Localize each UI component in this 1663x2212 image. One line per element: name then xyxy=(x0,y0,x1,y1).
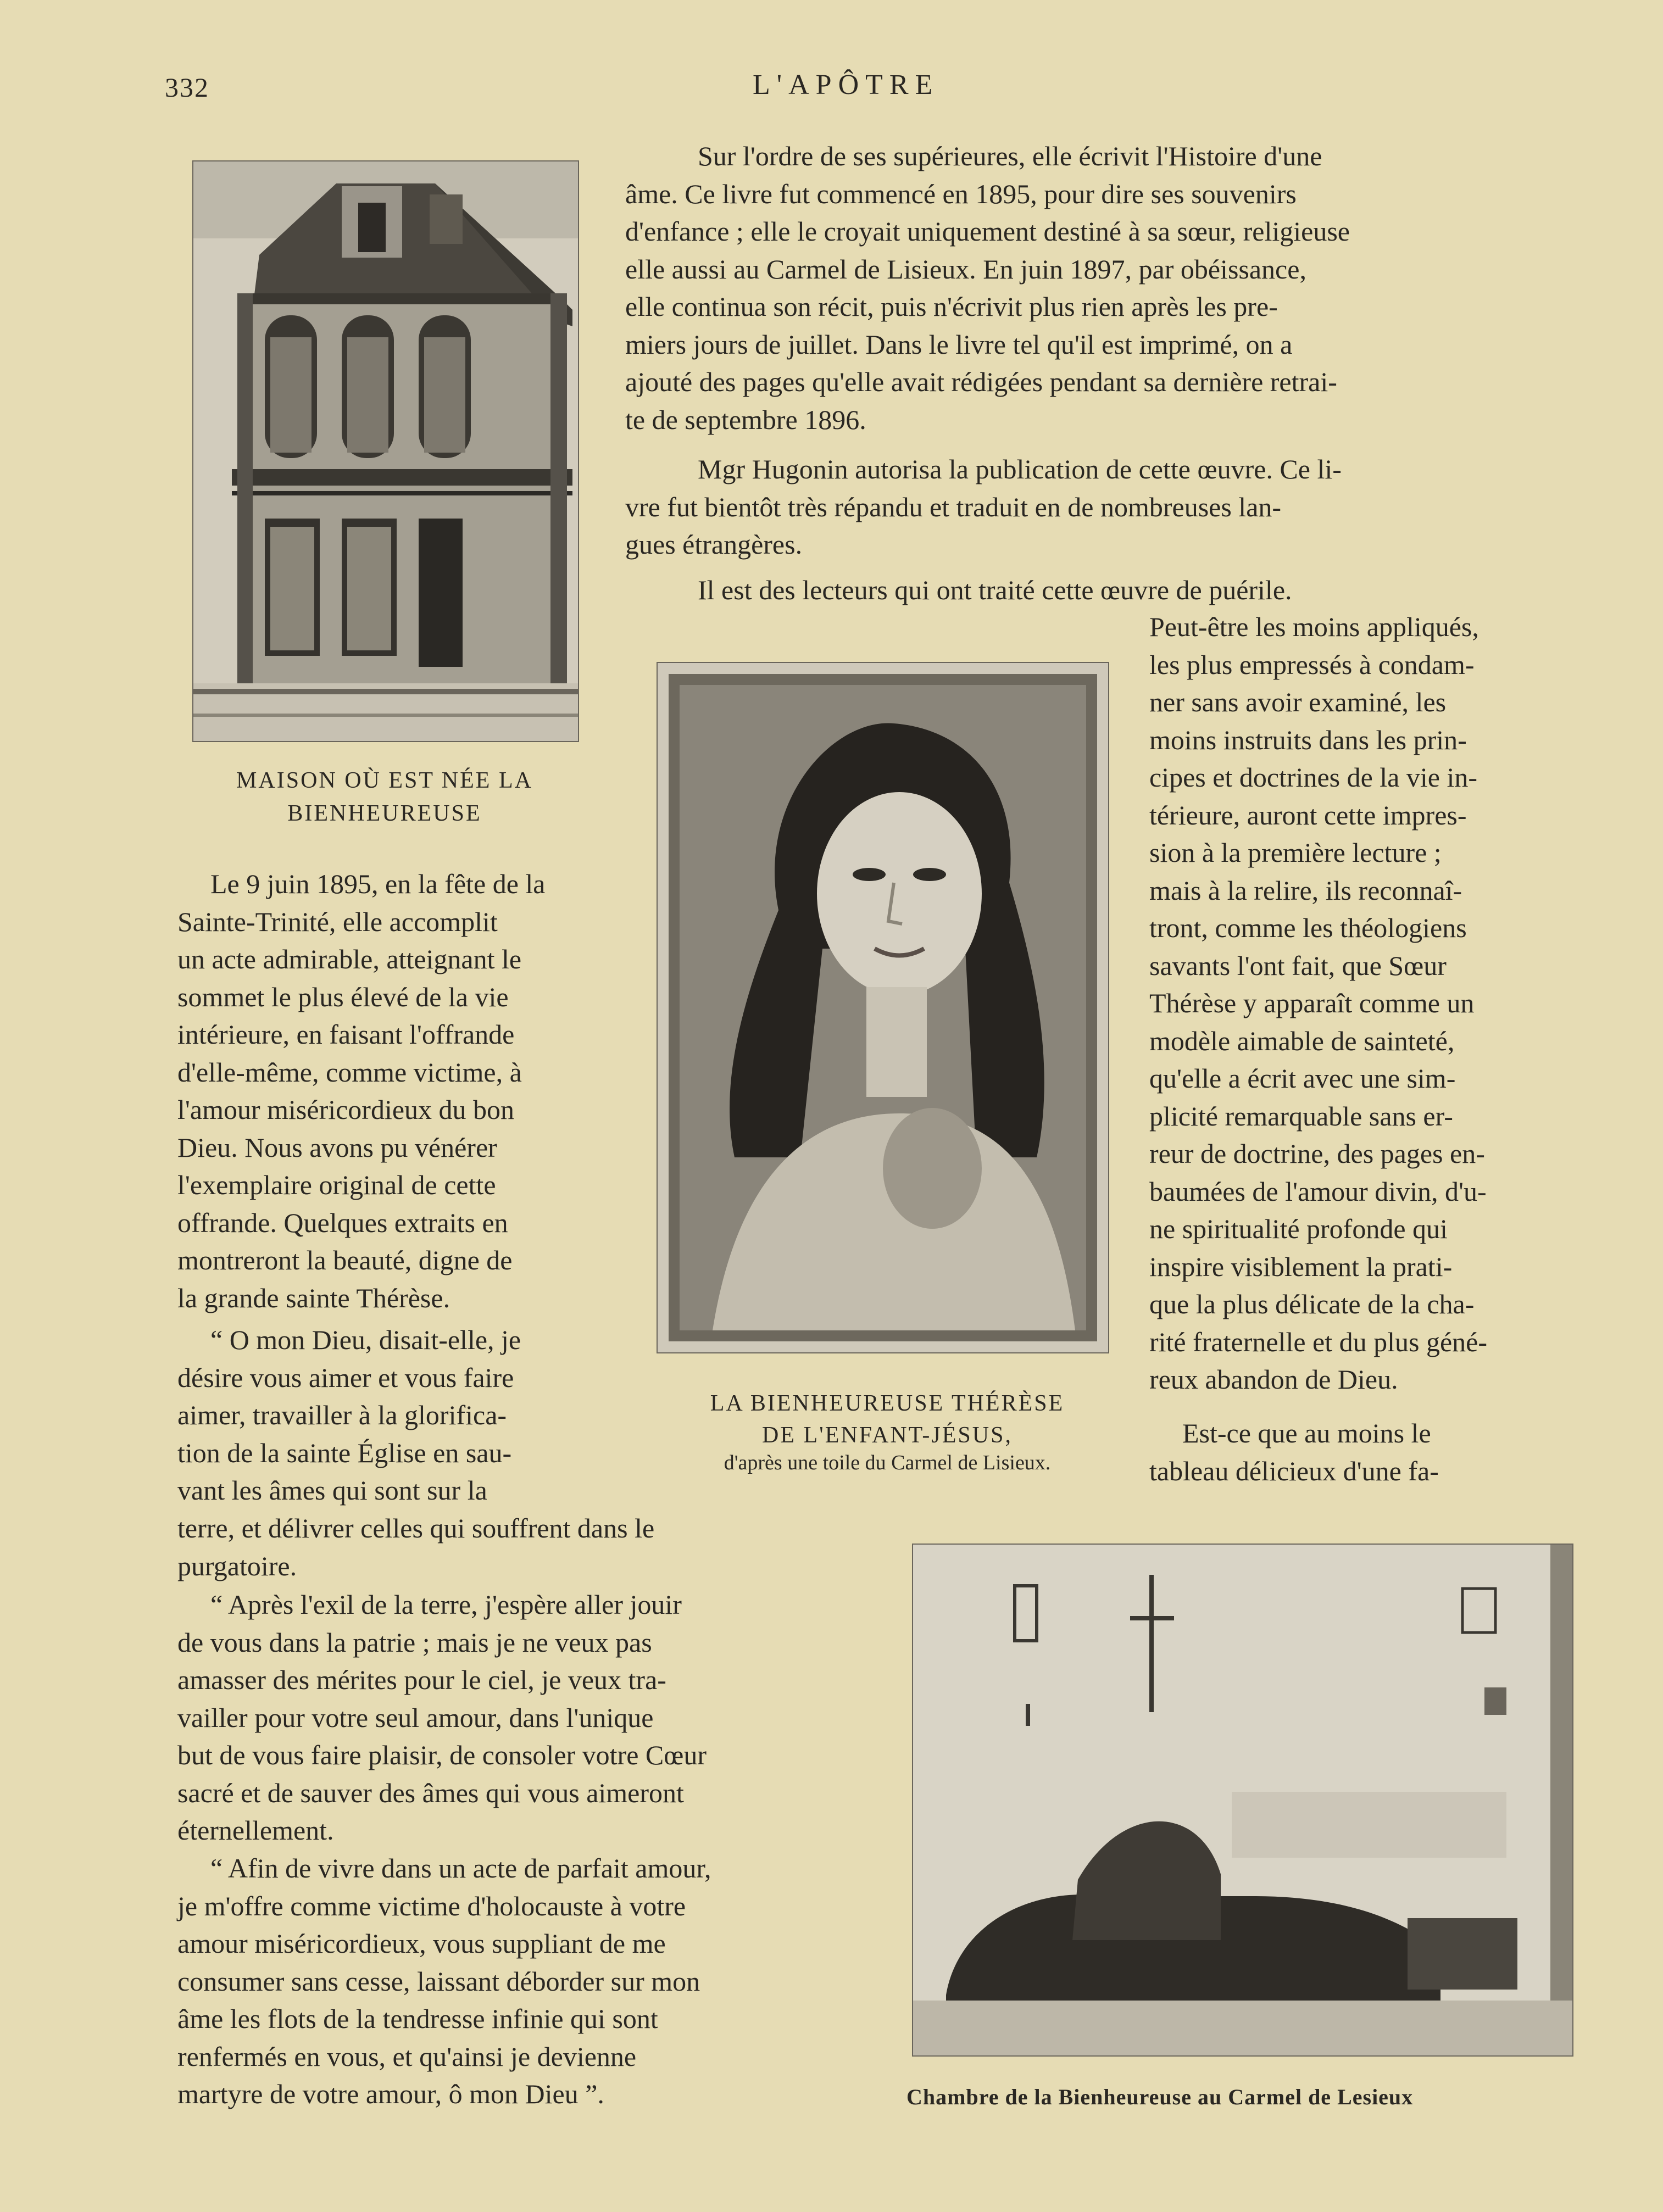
text-line: savants l'ont fait, que Sœur xyxy=(1149,950,1447,981)
text-line: vre fut bientôt très répandu et traduit en de nombreuses lan- xyxy=(625,491,1282,522)
text-line: baumées de l'amour divin, d'u- xyxy=(1149,1175,1487,1207)
quote2 xyxy=(177,1586,867,1849)
text-line: âme les flots de la tendresse infinie qui sont xyxy=(177,2003,658,2034)
portrait-photo xyxy=(657,662,1109,1353)
portrait-caption-line1: LA BIENHEUREUSE THÉRÈSE xyxy=(710,1391,1065,1416)
house-caption-line2: BIENHEUREUSE xyxy=(287,801,482,826)
page-number: 332 xyxy=(165,72,209,103)
quote1-narrow xyxy=(177,1321,633,1509)
text-line: térieure, auront cette impres- xyxy=(1149,799,1467,831)
text-line: Dieu. Nous avons pu vénérer xyxy=(177,1132,497,1163)
text-line: sacré et de sauver des âmes qui vous aimeront xyxy=(177,1777,684,1808)
text-line: Sainte-Trinité, elle accomplit xyxy=(177,906,498,937)
text-line: ne spiritualité profonde qui xyxy=(1149,1213,1448,1244)
text-line: d'enfance ; elle le croyait uniquement destiné à sa sœur, religieuse xyxy=(625,216,1350,247)
text-line: reur de doctrine, des pages en- xyxy=(1149,1138,1485,1169)
text-line: “ Afin de vivre dans un acte de parfait amour, xyxy=(210,1853,711,1884)
text-line: Peut-être les moins appliqués, xyxy=(1149,611,1479,642)
text-line: Thérèse y apparaît comme un xyxy=(1149,988,1475,1018)
text-line: éternellement. xyxy=(177,1815,334,1846)
room-caption: Chambre de la Bienheureuse au Carmel de Lesieux xyxy=(906,2085,1414,2109)
text-line: purgatoire. xyxy=(177,1550,297,1581)
text-line: reux abandon de Dieu. xyxy=(1149,1364,1398,1395)
text-line: vailler pour votre seul amour, dans l'unique xyxy=(177,1702,654,1733)
text-line: tront, comme les théologiens xyxy=(1149,912,1467,943)
text-line: amour miséricordieux, vous suppliant de me xyxy=(177,1928,666,1959)
text-line: sommet le plus élevé de la vie xyxy=(177,981,509,1012)
left-column-paragraph xyxy=(177,865,633,1317)
text-line: désire vous aimer et vous faire xyxy=(177,1362,514,1393)
journal-title: L'APÔTRE xyxy=(753,69,939,101)
text-line: offrande. Quelques extraits en xyxy=(177,1207,508,1238)
house-photo xyxy=(192,160,579,742)
text-line: moins instruits dans les prin- xyxy=(1149,724,1467,755)
text-line: inspire visiblement la prati- xyxy=(1149,1251,1453,1282)
text-line: modèle aimable de sainteté, xyxy=(1149,1025,1455,1056)
text-line: sion à la première lecture ; xyxy=(1149,837,1442,868)
text-line: l'amour miséricordieux du bon xyxy=(177,1094,515,1125)
text-line: Il est des lecteurs qui ont traité cette œuvre de puérile. xyxy=(698,575,1292,605)
house-caption-line1: MAISON OÙ EST NÉE LA xyxy=(236,768,533,793)
intro-paragraph xyxy=(625,137,1576,438)
text-line: l'exemplaire original de cette xyxy=(177,1169,496,1200)
text-line: que la plus délicate de la cha- xyxy=(1149,1289,1475,1319)
text-line: Le 9 juin 1895, en la fête de la xyxy=(210,868,546,899)
text-line: de vous dans la patrie ; mais je ne veux pas xyxy=(177,1626,652,1658)
text-line: but de vous faire plaisir, de consoler votre Cœur xyxy=(177,1740,707,1770)
text-line: amasser des mérites pour le ciel, je veux tra- xyxy=(177,1664,666,1695)
text-line: miers jours de juillet. Dans le livre tel qu'il est imprimé, on a xyxy=(625,328,1293,360)
text-line: rité fraternelle et du plus géné- xyxy=(1149,1326,1487,1357)
right-column-end xyxy=(1149,1414,1583,1490)
text-line: Mgr Hugonin autorisa la publication de cette œuvre. Ce li- xyxy=(698,454,1342,484)
readers-paragraph-start xyxy=(698,571,1577,609)
quote3 xyxy=(177,1849,867,2113)
text-line: mais à la relire, ils reconnaî- xyxy=(1149,874,1462,906)
text-line: ajouté des pages qu'elle avait rédigées pendant sa dernière retrai- xyxy=(625,366,1337,397)
text-line: elle continua son récit, puis n'écrivit plus rien après les pre- xyxy=(625,291,1278,322)
text-line: vant les âmes qui sont sur la xyxy=(177,1475,487,1506)
text-line: tion de la sainte Église en sau- xyxy=(177,1437,512,1468)
text-line: je m'offre comme victime d'holocauste à votre xyxy=(177,1890,686,1921)
text-line: terre, et délivrer celles qui souffrent dans le xyxy=(177,1513,655,1544)
text-line: elle aussi au Carmel de Lisieux. En juin 1897, par obéissance, xyxy=(625,253,1306,285)
text-line: Est-ce que au moins le xyxy=(1182,1418,1431,1448)
text-line: aimer, travailler à la glorifica- xyxy=(177,1400,507,1430)
text-line: ner sans avoir examiné, les xyxy=(1149,687,1447,717)
publication-paragraph xyxy=(625,450,1576,564)
text-line: plicité remarquable sans er- xyxy=(1149,1100,1453,1132)
text-line: Sur l'ordre de ses supérieures, elle écrivit l'Histoire d'une xyxy=(698,141,1322,171)
text-line: cipes et doctrines de la vie in- xyxy=(1149,762,1477,793)
right-column-paragraph xyxy=(1149,608,1583,1398)
text-line: martyre de votre amour, ô mon Dieu ”. xyxy=(177,2079,604,2109)
text-line: montreront la beauté, digne de xyxy=(177,1245,513,1275)
text-line: âme. Ce livre fut commencé en 1895, pour dire ses souvenirs xyxy=(625,178,1297,209)
text-line: d'elle-même, comme victime, à xyxy=(177,1056,522,1088)
text-line: les plus empressés à condam- xyxy=(1149,649,1475,680)
portrait-caption-line2: DE L'ENFANT-JÉSUS, xyxy=(762,1423,1013,1448)
text-line: consumer sans cesse, laissant déborder sur mon xyxy=(177,1965,700,1997)
text-line: te de septembre 1896. xyxy=(625,404,866,435)
text-line: la grande sainte Thérèse. xyxy=(177,1282,450,1313)
quote1-wide xyxy=(177,1509,867,1585)
room-photo xyxy=(912,1544,1573,2057)
text-line: gues étrangères. xyxy=(625,529,803,560)
text-line: qu'elle a écrit avec une sim- xyxy=(1149,1063,1456,1094)
text-line: intérieure, en faisant l'offrande xyxy=(177,1019,515,1050)
portrait-caption-line3: d'après une toile du Carmel de Lisieux. xyxy=(724,1451,1051,1474)
text-line: “ O mon Dieu, disait-elle, je xyxy=(210,1324,521,1355)
text-line: “ Après l'exil de la terre, j'espère aller jouir xyxy=(210,1589,682,1620)
text-line: renfermés en vous, et qu'ainsi je devienne xyxy=(177,2041,637,2072)
text-line: un acte admirable, atteignant le xyxy=(177,944,522,974)
text-line: tableau délicieux d'une fa- xyxy=(1149,1455,1439,1486)
